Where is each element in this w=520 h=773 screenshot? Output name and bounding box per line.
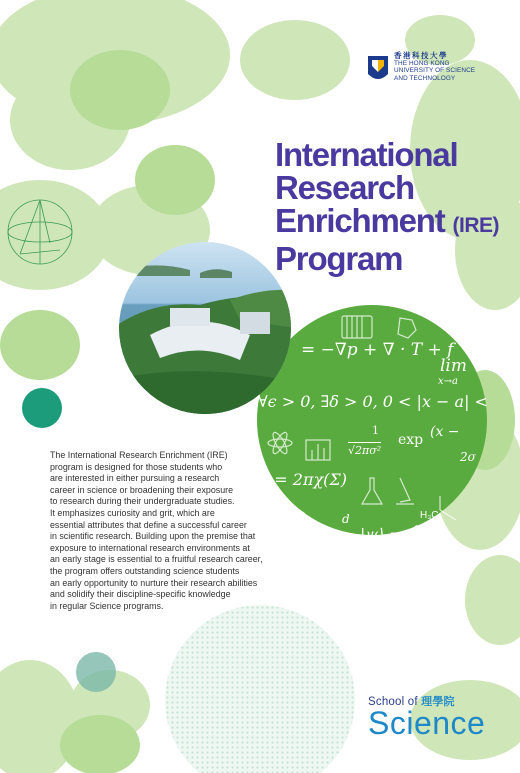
- teal-dot: [22, 388, 62, 428]
- formula-methyl: H₃C: [420, 510, 439, 521]
- formula-navier-stokes: = −∇p + ∇ · T + f: [301, 340, 454, 360]
- description-line: are interested in either pursuing a research: [50, 473, 220, 484]
- logo-chinese-name: 香港科技大學: [394, 51, 448, 60]
- dotted-globe: [160, 600, 360, 773]
- description-line: career in science or broadening their exposure: [50, 484, 234, 495]
- logo-line-1: THE HONG KONG: [394, 59, 450, 67]
- description-line: exposure to international research environments at: [50, 542, 250, 553]
- formula-exp: exp: [398, 432, 424, 448]
- title-line-2: Research: [275, 169, 414, 206]
- formula-schrodinger-d: d: [342, 512, 350, 526]
- formula-gauss-bonnet: dS = 2πχ(Σ): [248, 470, 347, 489]
- formula-schrodinger-dt: dt: [338, 536, 351, 550]
- formula-limit: lim: [440, 356, 467, 376]
- description-line: to research during their undergraduate studies.: [50, 496, 235, 507]
- description-line: in scientific research. Building upon the premise that: [50, 531, 256, 542]
- description-line: and solidify their discipline-specific knowledge: [50, 589, 231, 600]
- school-of-science-logo: [368, 693, 486, 741]
- description-line: an early stage is essential to a fruitful research career,: [50, 554, 263, 565]
- title-abbreviation: (IRE): [452, 214, 500, 237]
- description-line: The International Research Enrichment (IRE): [50, 450, 228, 460]
- formula-epsilon-delta: ∀ϵ > 0, ∃δ > 0, 0 < |x − a| <: [258, 392, 488, 411]
- logo-line-2: UNIVERSITY OF SCIENCE: [394, 67, 476, 75]
- formula-exp-den: 2σ: [460, 450, 476, 464]
- description-line: an early opportunity to nurture their research abilities: [50, 577, 258, 588]
- logo-line-3: AND TECHNOLOGY: [394, 74, 456, 82]
- formula-schrodinger-ih: iħ: [318, 525, 334, 544]
- title-line-4: Program: [275, 240, 403, 277]
- formula-circle: [257, 305, 487, 535]
- school-chinese-name: 理學院: [421, 696, 455, 708]
- page-title: [275, 138, 515, 275]
- science-wordmark: Science: [368, 705, 486, 741]
- formula-gauss-den: √2πσ²: [348, 444, 382, 457]
- program-description: [50, 450, 275, 612]
- description-line: program is designed for those students who: [50, 461, 223, 472]
- formula-gauss-num: 1: [372, 424, 379, 437]
- school-prefix: School of: [368, 696, 418, 708]
- description-line: essential attributes that define a successful career: [50, 519, 247, 530]
- title-line-1: International: [275, 136, 458, 173]
- hkust-logo: [366, 52, 475, 82]
- description-line: the program offers outstanding science students: [50, 565, 240, 576]
- description-line: It emphasizes curiosity and grit, which are: [50, 507, 215, 518]
- description-line: in regular Science programs.: [50, 600, 164, 611]
- title-line-3: Enrichment: [275, 202, 445, 239]
- formula-limit-sub: x→a: [438, 376, 458, 387]
- formula-exp-num: (x −: [430, 424, 460, 440]
- formula-schrodinger-rhs: |ψ⟩ = Ĥ: [360, 525, 422, 544]
